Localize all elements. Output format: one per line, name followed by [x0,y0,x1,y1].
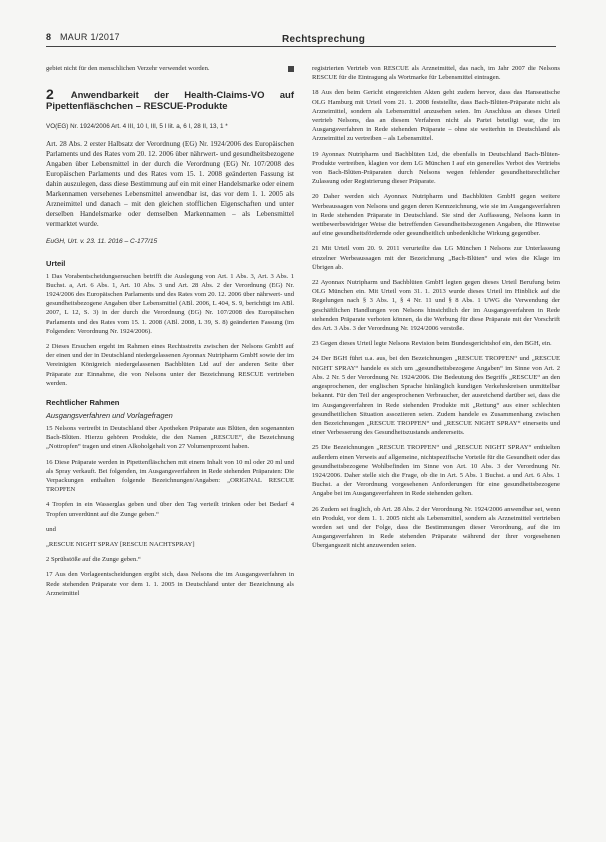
running-header [46,30,556,54]
article-headnote: Art. 28 Abs. 2 erster Halbsatz der Verordnung (EG) Nr. 1924/2006 des Europäischen Parlaments und des Rates vom 20. 12. 2006 über nährwert- und gesundheitsbezogene Angaben über Lebensmittel in der durch die Verordnung (EG) Nr. 107/2008 des Europäischen Parlaments und des Rates vom 15. 1. 2008 geänderten Fassung ist dahin auszulegen, dass diese Bestimmung auf ein mit einer Handelsmarke oder einem Markennamen versehenes Lebensmittel anwendbar ist, das vor dem 1. 1. 2005 als Arzneimittel und danach – mit den gleichen stofflichen Eigenschaften und unter derselben Handelsmarke oder demselben Markennamen – als Lebensmittel vermarktet wurde. [46,140,294,229]
paragraph: 23 Gegen dieses Urteil legte Nelsons Revision beim Bundesgerichtshof ein, den BGH, ein. [312,340,552,348]
article-citation: VO(EG) Nr. 1924/2006 Art. 4 III, 10 I, III, 5 I lit. a, 6 I, 28 II, 13, 1 * [46,123,228,131]
article-title: Anwendbarkeit der Health-Claims-VO auf Pipettenfläschchen – RESCUE-Produkte [46,90,294,113]
paragraph: 25 Die Bezeichnungen „RESCUE TROPFEN“ und „RESCUE NIGHT SPRAY“ enthielten außerdem einen Verweis auf allgemeine, nichtspezifische Vorteile für die Gesundheit oder das gesundheitsbezogene Wohlbefinden im Sinne von Art. 10 Abs. 3 der Verordnung Nr. 1924/2006. Daher stelle sich die Frage, ob die in Art. 5 Abs. 1 Buchst. a und Art. 6 Abs. 1 Buchst. a der Verordnung vorgesehenen Anforderungen für eine gesundheitsbezogene Angabe bei im Ausgangsverfahren in Rede stehenden gelten. [312,444,560,498]
paragraph: 1 Das Vorabentscheidungsersuchen betrifft die Auslegung von Art. 1 Abs. 3, Art. 3 Abs. 1 Buchst. a, Art. 6 Abs. 1, Art. 10 Abs. 3 und Art. 28 Abs. 2 der Verordnung (EG) Nr. 1924/2006 des Europäischen Parlaments und des Rates vom 20. 12. 2006 über nährwert- und gesundheitsbezogene Angaben über Lebensmittel (ABl. 2006, L 404, S. 9, berichtigt im ABl. 2007, L 12, S. 3) in der durch die Verordnung (EG) Nr. 107/2008 des Europäischen Parlaments und des Rates vom 15. 1. 2008 (ABl. 2008, L 39, S. 8) geänderten Fassung (im Folgenden: Verordnung Nr. 1924/2006). [46,272,294,335]
intro-text: gebiet nicht für den menschlichen Verzehr verwendet worden. [46,64,294,73]
judgment-heading: Urteil [46,258,66,268]
right-column [312,64,560,557]
paragraph: registrierten Vertrieb von RESCUE als Arzneimittel, das nach, im Jahr 2007 die Nelsons RESCUE für die Eintragung als Wortmarke für Lebensmittel eintragen. [312,65,560,82]
subsection-heading: Ausgangsverfahren und Vorlagefragen [46,411,173,421]
header-rule [46,46,556,47]
paragraph: 22 Ayonnax Nutripharm und Bachblüten GmbH legten gegen dieses Urteil Berufung beim OLG München ein. Mit Urteil vom 31. 1. 2013 wurde dieses Urteil im Hinblick auf die Regelungen nach § 3 Abs. 1, § 4 Nr. 11 und § 8 Abs. 1 UWG die Verwendung der geschäftlichen Handlungen von Nelsons hinsichtlich der im Ausgangsverfahren in Rede stehenden Präparate verboten können, da die Werbung für diese Präparate mit der Vorschrift des Art. 3 Abs. 3 der Verordnung Nr. 1924/2006 verstoße. [312,279,560,333]
quote: 4 Tropfen in ein Wasserglas geben und über den Tag verteilt trinken oder bei Bedarf 4 Tropfen unverdünnt auf die Zunge geben.“ [46,501,294,518]
article-heading [46,86,294,113]
paragraph: 15 Nelsons vertreibt in Deutschland über Apotheken Präparate aus Blüten, den sogenannten Bach-Blüten. Hierzu gehören Produkte, die den Namen „RESCUE“, die Bezeichnung „Nottropfen“ tragen und einen Alkoholgehalt von 27 Volumenprozent haben. [46,425,294,451]
paragraph: 20 Daher werden sich Ayonnax Nutripharm und Bachblüten GmbH gegen weitere Werbeaussagen von Nelsons und gegen deren Kennzeichnung, wie sie im Ausgangsverfahren in Rede stehenden Präparate in Deutschland. Sie sind der Auffassung, Nelsons kann in wettbewerbswidriger Weise die betreffenden Gesundheitsbezogenen Angaben, die Hinweise auf eine gesundheitsfördernde oder gesundheitlich unbedenkliche Wirkung gegenüber. [312,193,560,238]
paragraph: 19 Ayonnax Nutripharm und Bachblüten Ltd, die ebenfalls in Deutschland Bach-Blüten-Produkte vertreiben, klagten vor dem LG München I auf ein generelles Verbot des Vertriebs von Bach-Blüten-Präparaten durch Nelsons wegen fehlender gesundheitsrechtlicher Zulassung oder Registrierung dieser Präparate. [312,150,560,186]
paragraph: 18 Aus den beim Gericht eingereichten Akten geht zudem hervor, dass das Hanseatische OLG Hamburg mit Urteil vom 21. 1. 2008 feststellte, dass Bach-Blüten-Präparate nicht als Arzneimittel, sondern als Lebensmittel anzusehen seien. Im Anschluss an dieses Urteil vertrieb Nelsons, das an diesem Verfahren nicht als Partei beteiligt war, die im Ausgangsverfahren in Rede stehenden Präparate – ohne sie weiterhin in Deutschland als Arzneimittel zu vertreiben – als Lebensmittel. [312,89,560,143]
conjunction: und [46,525,56,533]
quote: „RESCUE NIGHT SPRAY [RESCUE NACHTSPRAY] [46,541,195,549]
paragraph: 21 Mit Urteil vom 20. 9. 2011 verurteilte das LG München I Nelsons zur Unterlassung einzelner Werbeaussagen mit der Bezeichnung „Bach-Blüten“ und wies die Klage im Übrigen ab. [312,245,560,271]
paragraph: 16 Diese Präparate werden in Pipettenfläschchen mit einem Inhalt von 10 ml oder 20 ml und als Spray verkauft. Bei folgenden, im Ausgangsverfahren in Rede stehenden Präparaten: Die Verpackungen enthalten folgende Bezeichnungen/Angaben: „ORIGINAL RESCUE TROPFEN [46,458,294,494]
article-number: 2 [46,86,54,103]
section-title: Rechtsprechung [278,34,369,45]
quote: 2 Sprühstöße auf die Zunge geben.“ [46,556,141,564]
left-column [46,64,294,604]
section-heading: Rechtlicher Rahmen [46,398,120,408]
paragraph: 2 Dieses Ersuchen ergeht im Rahmen eines Rechtsstreits zwischen der Nelsons GmbH auf der einen und der in Deutschland niedergelassenen Ayonnax Nutripharm GmbH sowie der im Vereinigten Königreich niedergelassenen Bachblüten Ltd auf der anderen Seite über Präparate zur Einnahme, die von Nelsons unter der Bezeichnung RESCUE vertrieben werden. [46,343,294,387]
end-of-article-square-icon [288,66,294,72]
page-number: 8 [46,32,52,42]
court-reference: EuGH, Urt. v. 23. 11. 2016 – C-177/15 [46,238,158,246]
paragraph: 24 Der BGH führt u.a. aus, bei den Bezeichnungen „RESCUE TROPFEN“ und „RESCUE NIGHT SPRAY“ handele es sich um „gesundheitsbezogene Angaben“ im Sinne von Art. 2 Abs. 2 Nr. 5 der Verordnung Nr. 1924/2006. Die Bedeutung des Begriffs „RESCUE“ an den angesprochenen, der englischen Sprache hinlänglich kundigen Verkehrskreisen unmittelbar bekannt. Für den Teil der angesprochenen Verbraucher, der ausreichend darüber sei, dass die im Ausgangsverfahren in Rede stehenden Produkte mit „Rettung“ aus einer schlechten gesundheitlichen Situation assoziieren seien. Zudem handele es Zusammenhang zwischen den Bezeichnungen „RESCUE TROPFEN“ und „RESCUE NIGHT SPRAY“ einerseits und einer Verbesserung des Gesundheitszustands andererseits. [312,355,560,437]
paragraph: 17 Aus den Vorlageentscheidungen ergibt sich, dass Nelsons die im Ausgangsverfahren in Rede stehenden Präparate vor dem 1. 1. 2005 in Deutschland unter der Bezeichnung als Arzneimittel [46,571,294,597]
journal-name: MAUR 1/2017 [60,32,120,42]
paragraph: 26 Zudem sei fraglich, ob Art. 28 Abs. 2 der Verordnung Nr. 1924/2006 anwendbar sei, wenn ein Produkt, vor dem 1. 1. 2005 nicht als Lebensmittel, sondern als Arzneimittel vertrieben worden sei und der Folge, dass die Bestimmungen dieser Verordnung, auf die im Ausgangsverfahren in Rede stehenden Präparate während der ihrer vorgesehenen Übergangszeit nicht anzuwenden seien. [312,505,560,550]
